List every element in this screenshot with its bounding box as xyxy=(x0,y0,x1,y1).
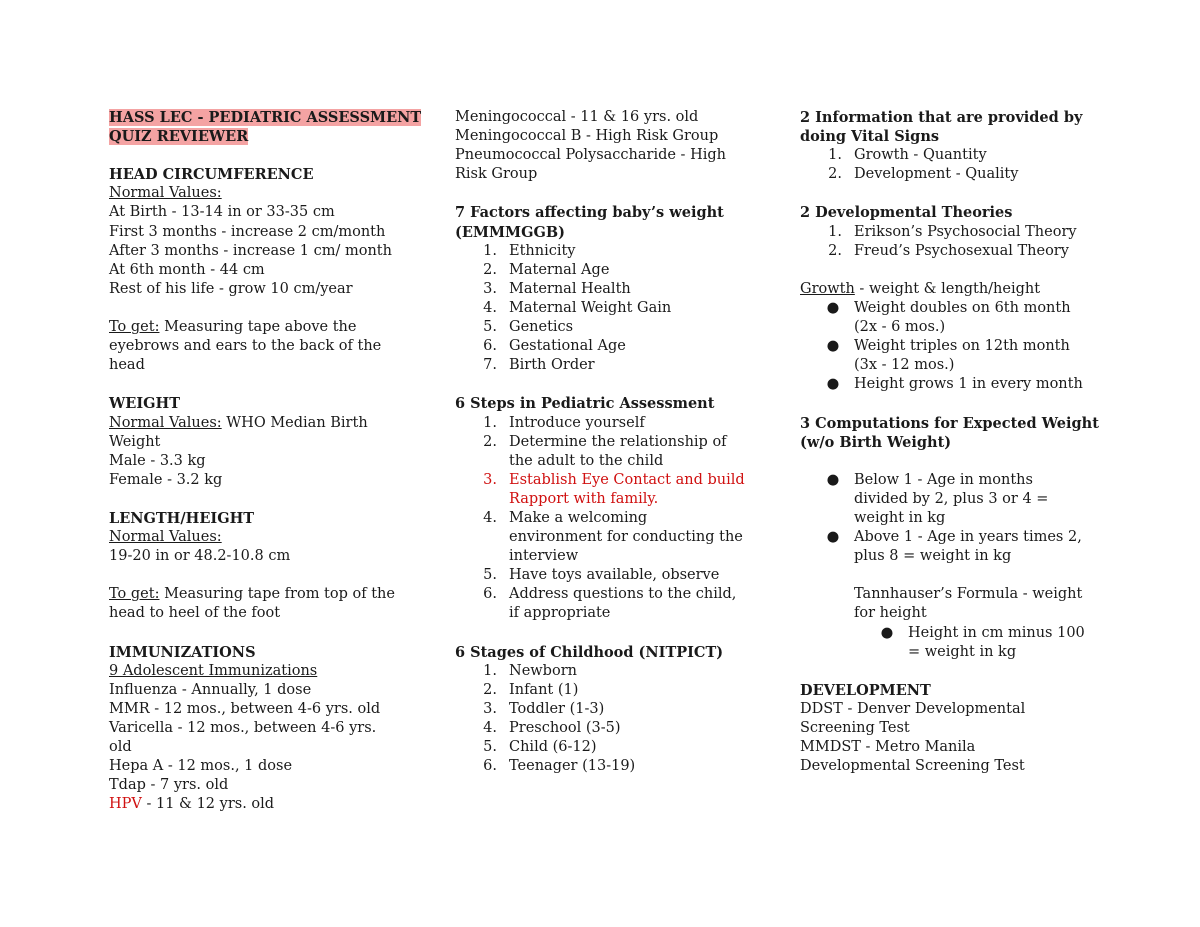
section-heading: 2 Information that are provided by xyxy=(800,109,1083,126)
text-line: Measuring tape from top of the xyxy=(159,586,395,603)
normal-values-label: Normal Values: xyxy=(109,529,222,546)
section-heading: 6 Steps in Pediatric Assessment xyxy=(455,395,715,413)
bullet-icon: ● xyxy=(826,299,840,316)
bullet-icon: ● xyxy=(880,624,894,641)
list-item: 1. Introduce yourself xyxy=(483,414,645,431)
normal-values-label: Normal Values: xyxy=(109,185,222,202)
column-3 xyxy=(800,108,1100,776)
list-item: 5. Genetics xyxy=(483,319,574,336)
list-item: ● Height grows 1 in every month xyxy=(800,375,1100,394)
text-line: Risk Group xyxy=(455,166,538,183)
list-item-cont: divided by 2, plus 3 or 4 = xyxy=(854,490,1049,507)
section-heading: 2 Developmental Theories xyxy=(800,204,1013,222)
to-get-label: To get: xyxy=(109,319,160,336)
growth-list xyxy=(800,299,1100,394)
section-heading: (EMMMGGB) xyxy=(455,223,565,241)
normal-values-label: Normal Values: xyxy=(109,414,222,431)
column-1 xyxy=(109,108,422,814)
list-item-cont: Rapport with family. xyxy=(509,490,659,507)
column-2 xyxy=(455,108,755,776)
list-item: 3. Toddler (1-3) xyxy=(483,700,605,717)
stages-list xyxy=(455,662,755,777)
list-item: 2. Development - Quality xyxy=(828,166,1019,183)
list-item-cont: weight in kg xyxy=(854,509,946,526)
growth-label: Growth xyxy=(800,280,855,297)
document-title: HASS LEC - PEDIATRIC ASSESSMENT xyxy=(109,109,422,126)
list-item: 1. Ethnicity xyxy=(483,242,576,259)
subheading: 9 Adolescent Immunizations xyxy=(109,662,318,679)
list-item-cont: (3x - 12 mos.) xyxy=(854,357,955,374)
text-line: Hepa A - 12 mos., 1 dose xyxy=(109,758,293,775)
list-item: 3. Maternal Health xyxy=(483,280,631,297)
text-line: Measuring tape above the xyxy=(159,319,357,336)
text-line: MMDST - Metro Manila xyxy=(800,739,976,756)
list-item-cont: plus 8 = weight in kg xyxy=(854,548,1012,565)
text-line: Pneumococcal Polysaccharide - High xyxy=(455,147,726,164)
text-line: head xyxy=(109,357,145,374)
section-heading: WEIGHT xyxy=(109,395,180,413)
text-line: eyebrows and ears to the back of the xyxy=(109,338,382,355)
steps-list xyxy=(455,414,755,624)
text-line: Tdap - 7 yrs. old xyxy=(109,777,229,794)
bullet-icon: ● xyxy=(826,376,840,393)
section-heading: doing Vital Signs xyxy=(800,128,940,146)
text-line: First 3 months - increase 2 cm/month xyxy=(109,223,386,240)
text-line: Rest of his life - grow 10 cm/year xyxy=(109,280,353,297)
document-subtitle: QUIZ REVIEWER xyxy=(109,128,249,146)
text-line: for height xyxy=(854,605,927,622)
list-item: 6. Gestational Age xyxy=(483,338,626,355)
list-item: 2. Freud’s Psychosexual Theory xyxy=(828,242,1069,259)
list-item: 5. Have toys available, observe xyxy=(483,567,720,584)
text-line: At 6th month - 44 cm xyxy=(109,261,265,278)
text-line: Meningococcal - 11 & 16 yrs. old xyxy=(455,109,699,125)
section-heading: LENGTH/HEIGHT xyxy=(109,509,255,527)
section-heading: (w/o Birth Weight) xyxy=(800,433,952,451)
text-line: Weight xyxy=(109,433,161,450)
list-item: ● Below 1 - Age in months xyxy=(800,471,1100,490)
list-item-cont: (2x - 6 mos.) xyxy=(854,319,946,336)
text-line: At Birth - 13-14 in or 33-35 cm xyxy=(109,204,335,221)
text-line: DDST - Denver Developmental xyxy=(800,700,1026,717)
list-item-cont: = weight in kg xyxy=(908,643,1017,660)
list-item: 4. Preschool (3-5) xyxy=(483,720,621,736)
section-heading: 3 Computations for Expected Weight xyxy=(800,414,1099,432)
bullet-icon: ● xyxy=(826,471,840,488)
list-item-highlighted: 3. Establish Eye Contact and build xyxy=(483,471,745,488)
section-heading: IMMUNIZATIONS xyxy=(109,643,256,661)
list-item: 4. Make a welcoming xyxy=(483,509,648,526)
section-heading: 6 Stages of Childhood (NITPICT) xyxy=(455,643,724,661)
list-item: 6. Address questions to the child, xyxy=(483,586,737,603)
text-line: After 3 months - increase 1 cm/ month xyxy=(109,242,392,259)
list-item: 6. Teenager (13-19) xyxy=(483,758,636,775)
text-line: - 11 & 12 yrs. old xyxy=(141,796,275,813)
list-item-cont: interview xyxy=(509,548,579,565)
list-item: ● Weight doubles on 6th month xyxy=(800,299,1100,318)
text-line: Screening Test xyxy=(800,720,910,736)
section-heading: DEVELOPMENT xyxy=(800,681,931,699)
text-line: head to heel of the foot xyxy=(109,605,281,622)
text-line: WHO Median Birth xyxy=(221,414,368,431)
list-item: 2. Maternal Age xyxy=(483,261,610,278)
text-line: Male - 3.3 kg xyxy=(109,452,206,469)
list-item: ● Above 1 - Age in years times 2, xyxy=(800,528,1100,547)
text-line: MMR - 12 mos., between 4-6 yrs. old xyxy=(109,700,381,717)
list-item: 7. Birth Order xyxy=(483,357,595,374)
list-item: ● Height in cm minus 100 xyxy=(800,624,1100,643)
info-list xyxy=(800,146,1100,184)
text-line: Tannhauser’s Formula - weight xyxy=(854,586,1083,603)
section-heading: 7 Factors affecting baby’s weight xyxy=(455,204,724,222)
text-line: Developmental Screening Test xyxy=(800,758,1025,775)
list-item-cont: if appropriate xyxy=(509,605,611,622)
text-line: Varicella - 12 mos., between 4-6 yrs. xyxy=(109,720,377,736)
text-line: old xyxy=(109,739,132,756)
text-line: Influenza - Annually, 1 dose xyxy=(109,681,312,698)
text-line: Female - 3.2 kg xyxy=(109,471,223,488)
factors-list xyxy=(455,242,755,376)
list-item: 2. Determine the relationship of xyxy=(483,433,727,450)
text-line: Meningococcal B - High Risk Group xyxy=(455,128,719,145)
list-item: 4. Maternal Weight Gain xyxy=(483,299,672,316)
list-item: 2. Infant (1) xyxy=(483,681,579,698)
list-item: ● Weight triples on 12th month xyxy=(800,337,1100,356)
theories-list xyxy=(800,223,1100,261)
to-get-label: To get: xyxy=(109,586,160,603)
hpv-label: HPV xyxy=(109,796,142,813)
bullet-icon: ● xyxy=(826,529,840,546)
list-item: 5. Child (6-12) xyxy=(483,739,597,756)
bullet-icon: ● xyxy=(826,338,840,355)
computations-list xyxy=(800,471,1100,566)
text-line: - weight & length/height xyxy=(854,280,1041,297)
text-line: 19-20 in or 48.2-10.8 cm xyxy=(109,548,291,565)
list-item: 1. Erikson’s Psychosocial Theory xyxy=(828,223,1077,240)
list-item-cont: environment for conducting the xyxy=(509,529,743,546)
list-item-cont: the adult to the child xyxy=(509,452,664,469)
list-item: 1. Growth - Quantity xyxy=(828,147,987,164)
section-heading: HEAD CIRCUMFERENCE xyxy=(109,166,314,184)
list-item: 1. Newborn xyxy=(483,662,577,679)
